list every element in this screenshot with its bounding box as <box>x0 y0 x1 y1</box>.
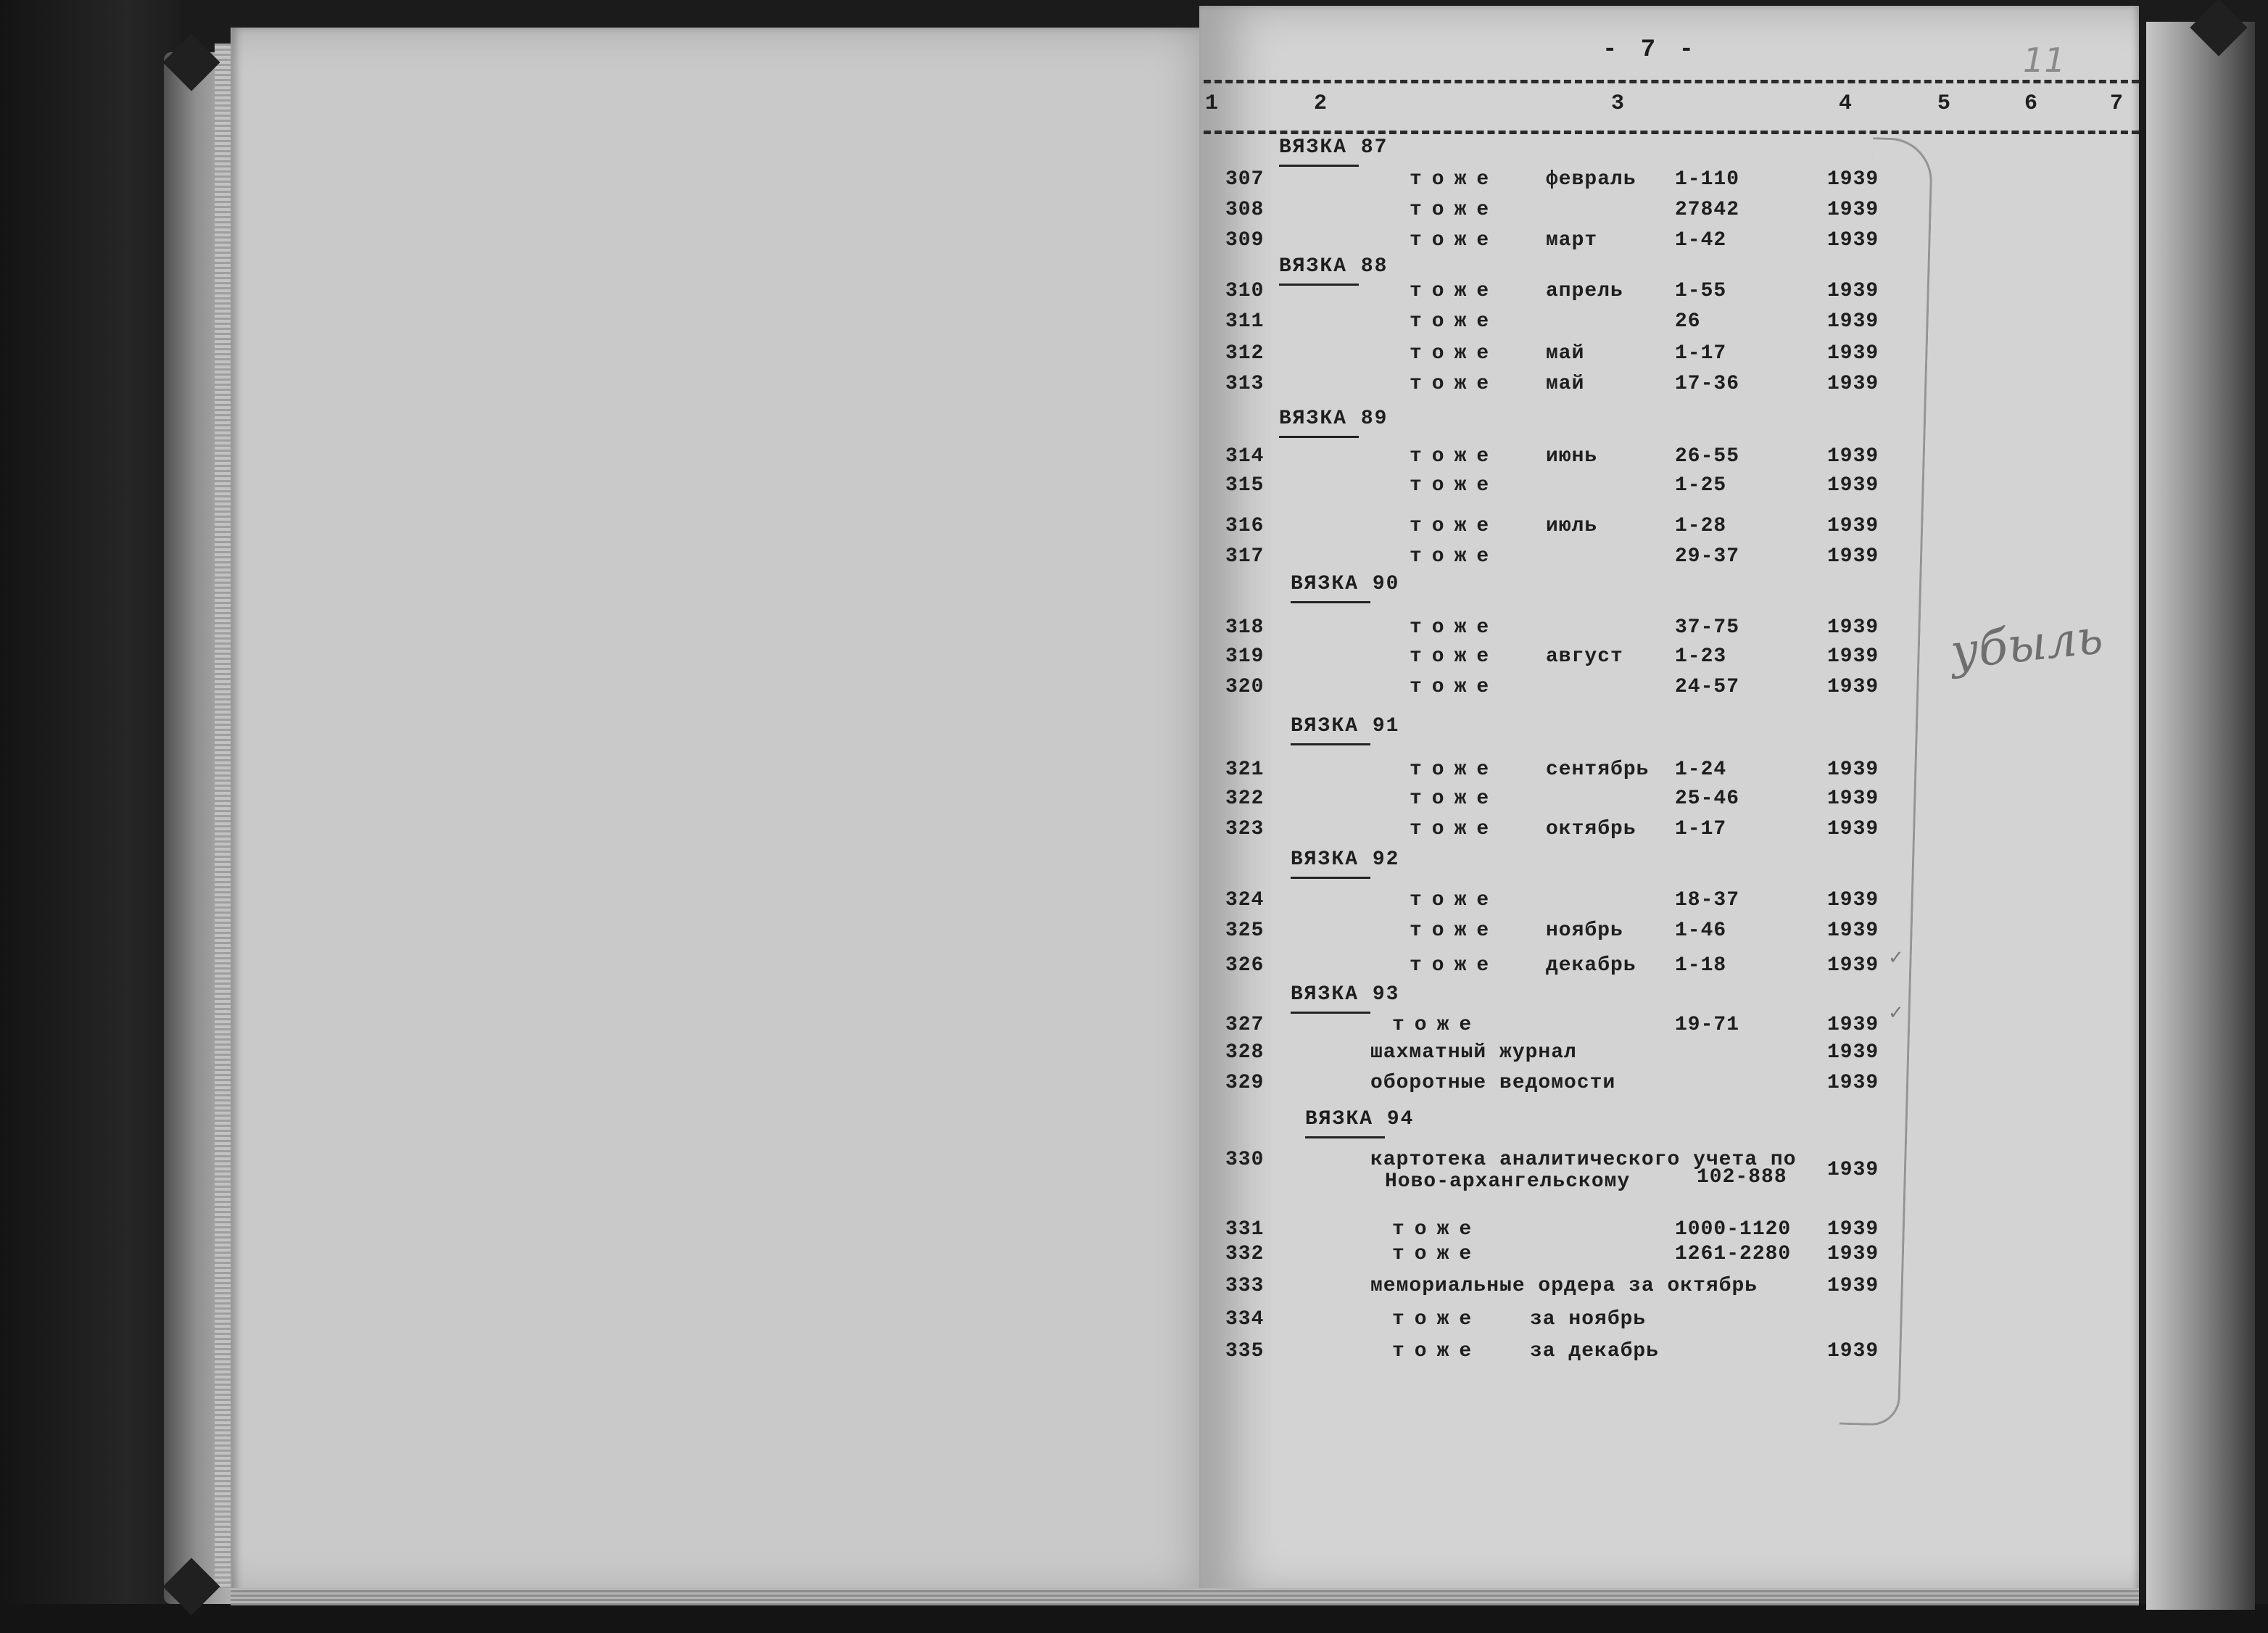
entry-description: тоже <box>1410 342 1499 365</box>
blank-left-page <box>231 28 1225 1595</box>
entry-description: тоже <box>1410 310 1499 333</box>
entry-range: 24-57 <box>1675 676 1740 698</box>
bundle-header-label: ВЯЗКА 91 <box>1291 715 1400 737</box>
entry-month: декабрь <box>1546 954 1636 977</box>
entry-month: июль <box>1546 515 1598 537</box>
bundle-header <box>1291 573 1399 603</box>
entry-description: шахматный журнал <box>1370 1041 1577 1064</box>
column-header: 2 <box>1314 91 1328 116</box>
bundle-header <box>1291 715 1399 745</box>
entry-year: 1939 <box>1827 616 1879 639</box>
entry-year: 1939 <box>1827 758 1879 781</box>
entry-description: оборотные ведомости <box>1370 1072 1616 1094</box>
column-header: 7 <box>2110 91 2124 116</box>
entry-year: 1939 <box>1827 310 1879 333</box>
entry-month: апрель <box>1546 280 1623 302</box>
entry-year: 1939 <box>1827 919 1879 942</box>
bundle-header <box>1279 255 1388 286</box>
entry-year: 1939 <box>1827 342 1879 365</box>
entry-year: 1939 <box>1827 1275 1879 1297</box>
entry-number: 315 <box>1225 474 1265 497</box>
entry-number: 307 <box>1225 168 1265 191</box>
entry-number: 313 <box>1225 373 1265 395</box>
entry-range: 1-18 <box>1675 954 1727 977</box>
entry-description: тоже <box>1392 1014 1482 1036</box>
entry-description: тоже <box>1410 445 1499 468</box>
bundle-header-label: ВЯЗКА 90 <box>1291 573 1400 595</box>
entry-year: 1939 <box>1827 445 1879 468</box>
entry-year: 1939 <box>1827 373 1879 395</box>
entry-description: тоже <box>1410 889 1499 911</box>
entry-description: тоже <box>1392 1308 1482 1331</box>
entry-description: тоже <box>1392 1218 1482 1241</box>
entry-range: 26-55 <box>1675 445 1740 468</box>
entry-year: 1939 <box>1827 1014 1879 1036</box>
entry-range: 29-37 <box>1675 545 1740 568</box>
bundle-header-underline <box>1279 165 1359 167</box>
entry-number: 308 <box>1225 199 1265 221</box>
entry-year: 1939 <box>1827 787 1879 810</box>
entry-range: 1-24 <box>1675 758 1727 781</box>
entry-number: 335 <box>1225 1340 1265 1363</box>
entry-number: 334 <box>1225 1308 1265 1331</box>
entry-year: 1939 <box>1827 1072 1879 1094</box>
entry-range: 1-17 <box>1675 342 1727 365</box>
entry-range: 1-46 <box>1675 919 1727 942</box>
entry-number: 332 <box>1225 1243 1265 1265</box>
entry-year: 1939 <box>1827 1218 1879 1241</box>
bundle-header-label: ВЯЗКА 92 <box>1291 848 1400 871</box>
folio-number: 11 <box>2023 41 2066 80</box>
table-rule-bottom <box>1204 131 2139 134</box>
entry-number: 331 <box>1225 1218 1265 1241</box>
entry-year: 1939 <box>1827 676 1879 698</box>
entry-description: тоже <box>1410 229 1499 252</box>
book-cover-right <box>2146 22 2255 1610</box>
bundle-header <box>1305 1108 1414 1138</box>
entry-description: тоже <box>1410 168 1499 191</box>
entry-range: 17-36 <box>1675 373 1740 395</box>
entry-month: октябрь <box>1546 818 1636 840</box>
entry-year: 1939 <box>1827 1159 1879 1181</box>
entry-number: 318 <box>1225 616 1265 639</box>
entry-year: 1939 <box>1827 645 1879 668</box>
entry-range: 1000-1120 <box>1675 1218 1792 1241</box>
entry-range: 102-888 <box>1697 1166 1787 1188</box>
entry-description: тоже <box>1410 645 1499 668</box>
page-edges-bottom <box>231 1588 2139 1605</box>
column-header: 1 <box>1205 91 1219 116</box>
entry-number: 324 <box>1225 889 1265 911</box>
entry-number: 322 <box>1225 787 1265 810</box>
column-header: 3 <box>1611 91 1625 116</box>
entry-range: 1-110 <box>1675 168 1740 191</box>
bundle-header-underline <box>1305 1136 1385 1138</box>
entry-range: 1-55 <box>1675 280 1727 302</box>
entry-month: июнь <box>1546 445 1598 468</box>
entry-description: тоже <box>1410 515 1499 537</box>
entry-range: 19-71 <box>1675 1014 1740 1036</box>
check-mark-icon: ✓ <box>1888 947 1904 969</box>
bundle-header-label: ВЯЗКА 87 <box>1279 136 1388 159</box>
entry-number: 327 <box>1225 1014 1265 1036</box>
handwritten-note: убыль <box>1948 608 2106 680</box>
entry-description: тоже <box>1392 1243 1482 1265</box>
entry-year: 1939 <box>1827 199 1879 221</box>
entry-description: картотека аналитического учета по <box>1370 1149 1797 1171</box>
entry-month: март <box>1546 229 1598 252</box>
entry-year: 1939 <box>1827 229 1879 252</box>
entry-range: 27842 <box>1675 199 1740 221</box>
entry-month: за ноябрь <box>1530 1308 1647 1331</box>
bundle-header-underline <box>1291 877 1370 879</box>
entry-number: 309 <box>1225 229 1265 252</box>
entry-month: февраль <box>1546 168 1636 191</box>
bundle-header <box>1279 408 1388 438</box>
entry-description: тоже <box>1410 199 1499 221</box>
entry-year: 1939 <box>1827 515 1879 537</box>
entry-year: 1939 <box>1827 474 1879 497</box>
entry-range: 26 <box>1675 310 1701 333</box>
entry-year: 1939 <box>1827 1243 1879 1265</box>
entry-number: 326 <box>1225 954 1265 977</box>
bundle-header-underline <box>1279 284 1359 286</box>
entry-description: тоже <box>1410 373 1499 395</box>
entry-description: тоже <box>1410 676 1499 698</box>
entry-description: тоже <box>1410 787 1499 810</box>
entry-number: 328 <box>1225 1041 1265 1064</box>
entry-range: 1-25 <box>1675 474 1727 497</box>
bundle-header-underline <box>1279 436 1359 438</box>
entry-year: 1939 <box>1827 545 1879 568</box>
entry-number: 312 <box>1225 342 1265 365</box>
entry-range: 1261-2280 <box>1675 1243 1792 1265</box>
column-header: 6 <box>2024 91 2038 116</box>
table-rule-top <box>1204 80 2139 83</box>
entry-description: тоже <box>1410 954 1499 977</box>
entry-description: тоже <box>1392 1340 1482 1363</box>
entry-range: 18-37 <box>1675 889 1740 911</box>
bundle-header-label: ВЯЗКА 89 <box>1279 408 1388 430</box>
column-header: 4 <box>1839 91 1853 116</box>
background-left <box>0 0 181 1633</box>
bundle-header-label: ВЯЗКА 94 <box>1305 1108 1415 1130</box>
entry-range: 37-75 <box>1675 616 1740 639</box>
entry-description: тоже <box>1410 919 1499 942</box>
bundle-header-label: ВЯЗКА 88 <box>1279 255 1388 278</box>
entry-month: май <box>1546 373 1585 395</box>
entry-description: тоже <box>1410 545 1499 568</box>
entry-description-cont: Ново-архангельскому <box>1385 1170 1631 1193</box>
entry-year: 1939 <box>1827 280 1879 302</box>
entry-number: 310 <box>1225 280 1265 302</box>
entry-year: 1939 <box>1827 168 1879 191</box>
entry-number: 311 <box>1225 310 1265 333</box>
bundle-header-underline <box>1291 1012 1370 1014</box>
bundle-header-underline <box>1291 743 1370 745</box>
bundle-header <box>1291 983 1399 1014</box>
entry-year: 1939 <box>1827 1340 1879 1363</box>
right-page <box>1199 6 2139 1595</box>
entry-range: 1-28 <box>1675 515 1727 537</box>
bundle-header-underline <box>1291 601 1370 603</box>
entry-month: ноябрь <box>1546 919 1623 942</box>
entry-number: 325 <box>1225 919 1265 942</box>
entry-number: 314 <box>1225 445 1265 468</box>
entry-month: за декабрь <box>1530 1340 1660 1363</box>
entry-range: 1-42 <box>1675 229 1727 252</box>
entry-number: 321 <box>1225 758 1265 781</box>
entry-description: тоже <box>1410 818 1499 840</box>
entry-range: 1-17 <box>1675 818 1727 840</box>
entry-year: 1939 <box>1827 889 1879 911</box>
entry-month: сентябрь <box>1546 758 1650 781</box>
bundle-header-label: ВЯЗКА 93 <box>1291 983 1400 1006</box>
entry-year: 1939 <box>1827 954 1879 977</box>
entry-number: 329 <box>1225 1072 1265 1094</box>
entry-description: мемориальные ордера за октябрь <box>1370 1275 1758 1297</box>
entry-range: 1-23 <box>1675 645 1727 668</box>
entry-number: 323 <box>1225 818 1265 840</box>
entry-number: 316 <box>1225 515 1265 537</box>
bundle-header <box>1279 136 1388 167</box>
entry-year: 1939 <box>1827 818 1879 840</box>
page-number: - 7 - <box>1602 36 1699 64</box>
background-bottom <box>0 1604 2268 1633</box>
check-mark-icon: ✓ <box>1888 1002 1904 1024</box>
entry-description: тоже <box>1410 758 1499 781</box>
entry-month: май <box>1546 342 1585 365</box>
entry-number: 317 <box>1225 545 1265 568</box>
entry-number: 319 <box>1225 645 1265 668</box>
entry-description: тоже <box>1410 280 1499 302</box>
entry-range: 25-46 <box>1675 787 1740 810</box>
entry-number: 333 <box>1225 1275 1265 1297</box>
entry-year: 1939 <box>1827 1041 1879 1064</box>
entry-description: тоже <box>1410 474 1499 497</box>
entry-month: август <box>1546 645 1623 668</box>
bundle-header <box>1291 848 1399 879</box>
column-header: 5 <box>1937 91 1951 116</box>
entry-description: тоже <box>1410 616 1499 639</box>
entry-number: 320 <box>1225 676 1265 698</box>
entry-number: 330 <box>1225 1149 1265 1171</box>
